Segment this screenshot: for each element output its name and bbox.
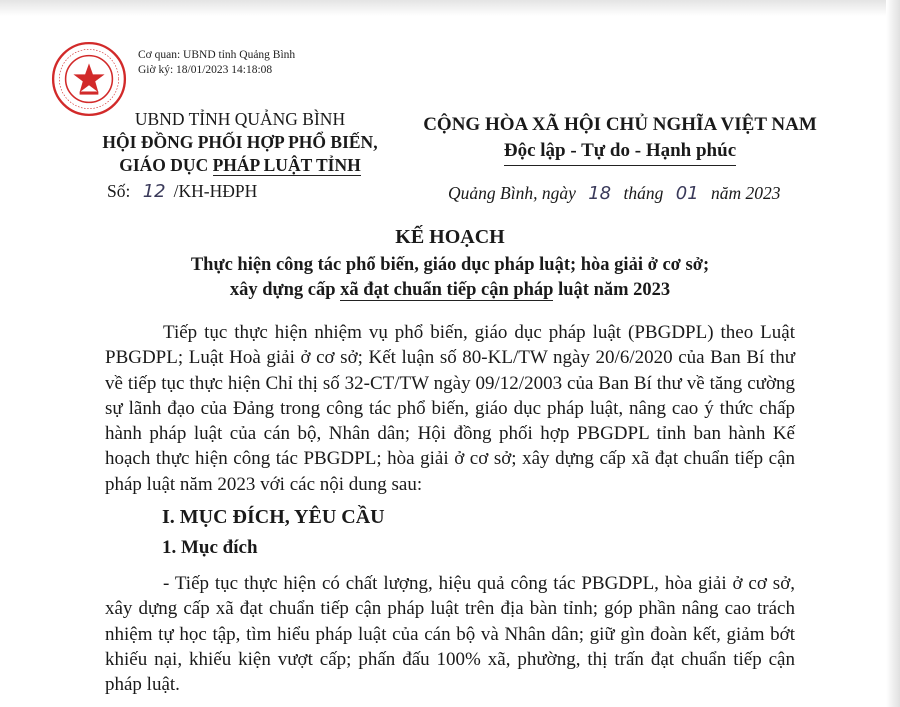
intro-paragraph: Tiếp tục thực hiện nhiệm vụ phổ biến, giáo dục pháp luật (PBGDPL) theo Luật PBGDPL; Luật Hoà giải ở cơ sở; Kết luận số 80-KL/TW ngày 20/6/2020 của Ban Bí thư về tiếp tục thực hiện Chỉ thị số 32-CT/TW ngày 09/12/2003 của Ban Bí thư về tăng cường sự lãnh đạo của Đảng trong công tác phổ biến, giáo dục pháp luật, nâng cao ý thức chấp hành pháp luật của cán bộ, Nhân dân; Hội đồng phối hợp PBGDPL tỉnh ban hành Kế hoạch thực hiện công tác PBGDPL; hòa giải ở cơ sở; xây dựng cấp xã đạt chuẩn tiếp cận pháp luật năm 2023 với các nội dung sau: bbox=[105, 322, 795, 495]
scan-top-shadow bbox=[0, 0, 900, 16]
section-heading-purpose-requirements: I. MỤC ĐÍCH, YÊU CẦU bbox=[162, 506, 385, 528]
council-name-underlined: PHÁP LUẬT TỈNH bbox=[212, 155, 361, 175]
council-name-line2 bbox=[60, 154, 420, 177]
council-name-prefix: GIÁO DỤC bbox=[119, 155, 213, 175]
national-header bbox=[410, 112, 830, 166]
issuing-organization-header bbox=[60, 108, 420, 177]
number-label: Số: bbox=[107, 181, 131, 201]
place-and-date bbox=[448, 183, 781, 204]
country-name: CỘNG HÒA XÃ HỘI CHỦ NGHĨA VIỆT NAM bbox=[423, 114, 817, 135]
number-suffix: /KH-HĐPH bbox=[173, 181, 258, 201]
month-word: tháng bbox=[623, 183, 664, 203]
subtitle-line1: Thực hiện công tác phổ biến, giáo dục pháp luật; hòa giải ở cơ sở; bbox=[190, 255, 710, 275]
subtitle-line2 bbox=[0, 278, 900, 303]
digital-signature-info bbox=[138, 48, 295, 78]
scan-right-shadow bbox=[886, 0, 900, 707]
national-motto: Độc lập - Tự do - Hạnh phúc bbox=[504, 138, 736, 166]
subtitle-line2-underlined: xã đạt chuẩn tiếp cận pháp bbox=[340, 280, 554, 300]
signature-agency: Cơ quan: UBND tỉnh Quảng Bình bbox=[138, 49, 296, 61]
document-title: KẾ HOẠCH bbox=[395, 226, 505, 248]
document-number bbox=[107, 181, 257, 202]
state-emblem-seal-icon bbox=[50, 40, 128, 118]
year-text: năm 2023 bbox=[711, 183, 781, 203]
province-committee: UBND TỈNH QUẢNG BÌNH bbox=[134, 109, 346, 129]
purpose-paragraph: - Tiếp tục thực hiện có chất lượng, hiệu quả công tác PBGDPL, hòa giải ở cơ sở, xây dựng cấp xã đạt chuẩn tiếp cận pháp luật trên địa bàn tỉnh; góp phần nâng cao trách nhiệm tự học tập, tìm hiểu pháp luật của cán bộ và Nhân dân; giữ gìn đoàn kết, giảm bớt khiếu nại, khiếu kiện vượt cấp; phấn đấu 100% xã, phường, thị trấn đạt chuẩn tiếp cận pháp luật. bbox=[105, 573, 795, 696]
month-handwritten: 01 bbox=[675, 183, 699, 204]
council-name-line1: HỘI ĐỒNG PHỐI HỢP PHỔ BIẾN, bbox=[102, 132, 378, 152]
document-subtitle bbox=[0, 253, 900, 303]
subsection-heading-purpose: 1. Mục đích bbox=[162, 537, 258, 558]
day-handwritten: 18 bbox=[588, 183, 612, 204]
subtitle-line2-prefix: xây dựng cấp bbox=[229, 280, 341, 300]
subtitle-line2-suffix: luật năm 2023 bbox=[553, 280, 671, 300]
number-handwritten: 12 bbox=[142, 181, 166, 202]
signature-time: Giờ ký: 18/01/2023 14:18:08 bbox=[138, 64, 273, 76]
place-prefix: Quảng Bình, ngày bbox=[448, 183, 576, 203]
